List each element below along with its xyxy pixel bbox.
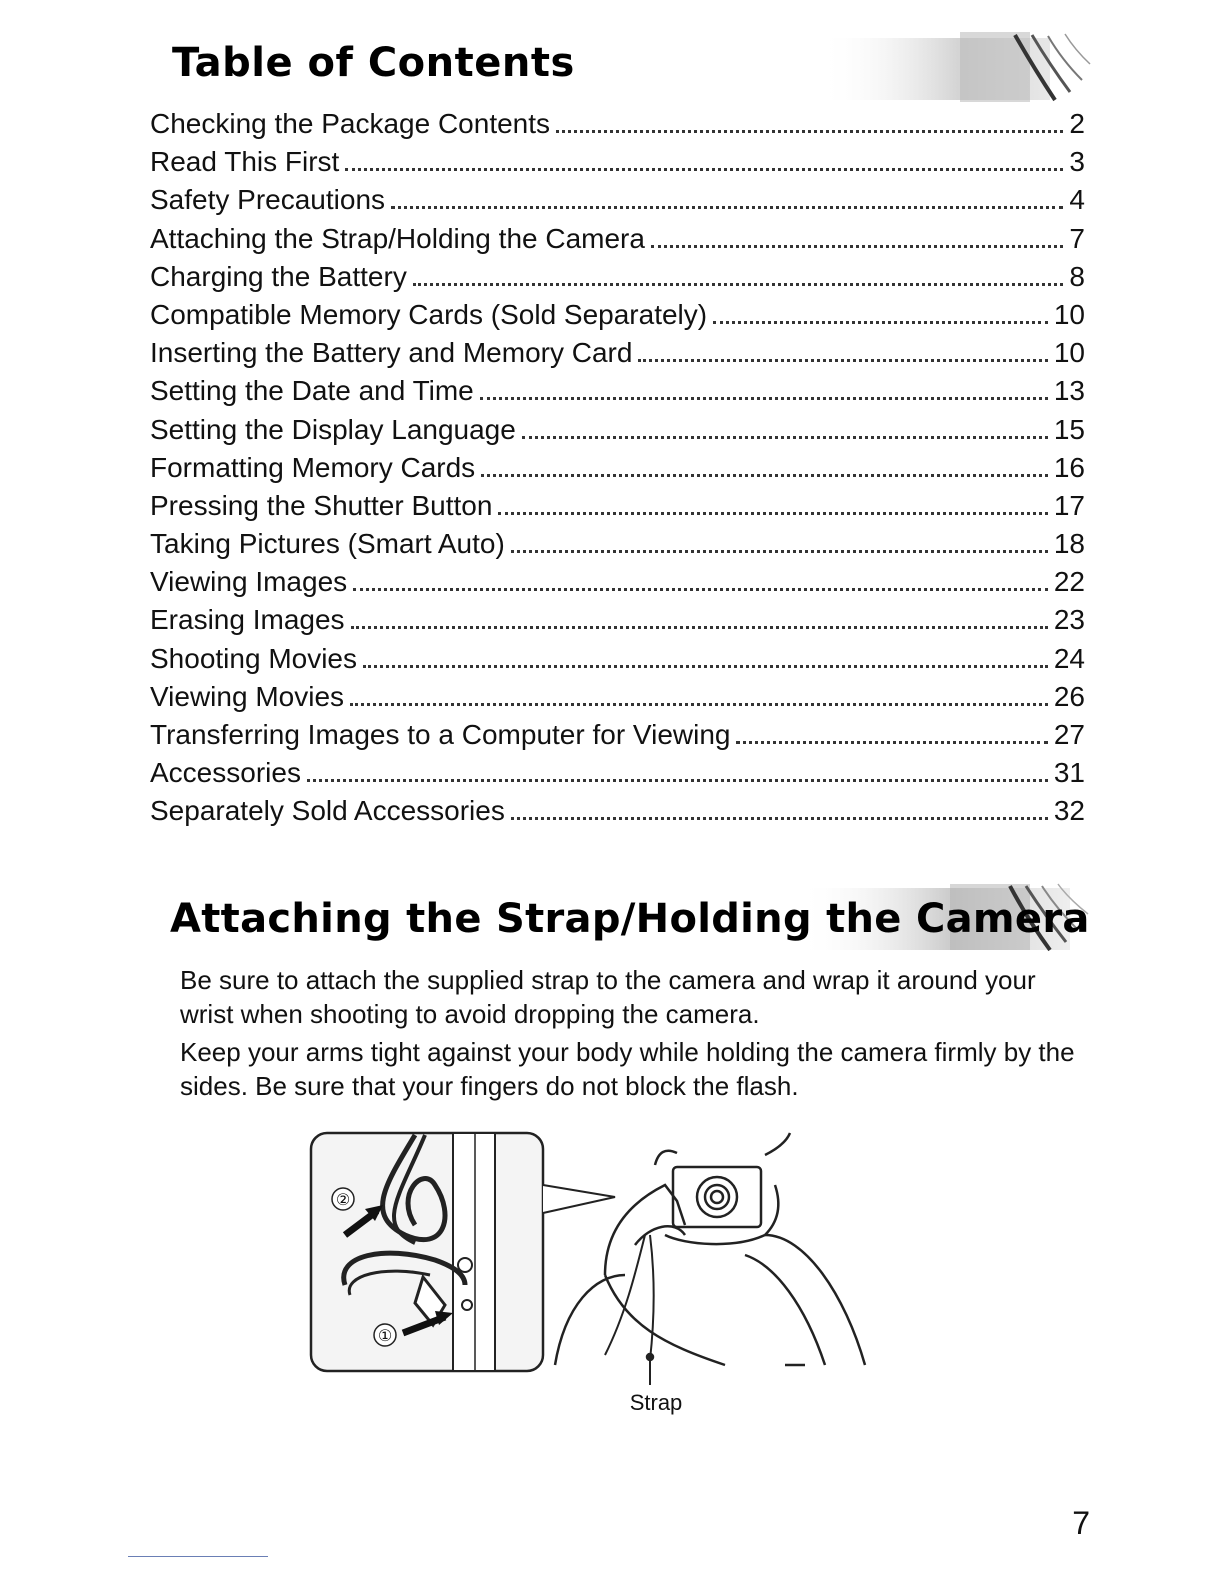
toc-entry-title: Viewing Images <box>150 566 348 598</box>
toc-entry-page: 22 <box>1053 566 1085 598</box>
toc-entry[interactable] <box>150 181 1085 219</box>
toc-entry-page: 18 <box>1053 528 1085 560</box>
toc-entry[interactable] <box>150 601 1085 639</box>
toc-leader-dots <box>391 206 1063 209</box>
toc-leader-dots <box>522 436 1048 439</box>
instruction-paragraph: Keep your arms tight against your body while holding the camera firmly by the sides. Be sure that your fingers do not block the flash. <box>180 1037 1075 1101</box>
toc-entry-page: 3 <box>1069 146 1085 178</box>
toc-leader-dots <box>363 665 1048 668</box>
toc-entry-page: 26 <box>1053 680 1085 712</box>
toc-entry[interactable] <box>150 678 1085 716</box>
toc-entry-title: Safety Precautions <box>150 184 386 216</box>
toc-entry-title: Setting the Date and Time <box>150 375 474 407</box>
strap-attach-inset <box>311 1133 543 1371</box>
toc-entry-page: 15 <box>1053 413 1085 445</box>
toc-entry-title: Charging the Battery <box>150 260 407 292</box>
toc-entry-page: 2 <box>1069 108 1085 139</box>
toc-leader-dots <box>713 321 1048 324</box>
toc-leader-dots <box>498 512 1047 515</box>
footer-rule <box>128 1556 268 1557</box>
toc-leader-dots <box>511 550 1048 553</box>
toc-leader-dots <box>413 283 1064 286</box>
toc-entry[interactable] <box>150 487 1085 525</box>
toc-entry[interactable] <box>150 143 1085 181</box>
toc-entry[interactable] <box>150 105 1085 143</box>
toc-entry[interactable] <box>150 563 1085 601</box>
strap-illustration <box>305 1125 885 1385</box>
toc-entry-title: Taking Pictures (Smart Auto) <box>150 528 505 560</box>
step-1-marker: ① <box>377 1326 393 1345</box>
toc-entry[interactable] <box>150 334 1085 372</box>
toc-entry[interactable] <box>150 449 1085 487</box>
toc-leader-dots <box>345 168 1063 171</box>
toc-entry-page: 10 <box>1053 298 1085 330</box>
step-2-marker: ② <box>335 1190 351 1209</box>
toc-entry-page: 13 <box>1053 375 1085 407</box>
toc-entry-page: 27 <box>1053 719 1085 750</box>
toc-entry-title: Viewing Movies <box>150 680 345 712</box>
toc-entry-title: Formatting Memory Cards <box>150 451 476 483</box>
toc-entry-page: 7 <box>1069 222 1085 254</box>
toc-entry-title: Setting the Display Language <box>150 413 516 445</box>
toc-entry-page: 16 <box>1053 451 1085 483</box>
heading-decoration <box>820 30 1100 110</box>
toc-entry-page: 4 <box>1069 184 1085 216</box>
toc-entry-page: 23 <box>1053 604 1085 636</box>
toc-entry[interactable] <box>150 792 1085 830</box>
toc-entry[interactable] <box>150 411 1085 449</box>
toc-entry[interactable] <box>150 220 1085 258</box>
toc-entry[interactable] <box>150 640 1085 678</box>
toc-leader-dots <box>638 359 1047 362</box>
toc-leader-dots <box>353 588 1048 591</box>
toc-entry[interactable] <box>150 525 1085 563</box>
toc-entry-title: Pressing the Shutter Button <box>150 489 493 521</box>
instruction-paragraph: Be sure to attach the supplied strap to the camera and wrap it around your wrist when shooting to avoid dropping the camera. <box>180 965 1036 1029</box>
toc-leader-dots <box>481 474 1048 477</box>
table-of-contents <box>150 105 1085 831</box>
section-heading: Attaching the Strap/Holding the Camera <box>170 896 1090 942</box>
toc-entry-page: 31 <box>1053 757 1085 789</box>
toc-entry-page: 8 <box>1069 260 1085 292</box>
toc-entry-title: Accessories <box>150 757 301 789</box>
toc-leader-dots <box>480 397 1048 400</box>
toc-entry-title: Shooting Movies <box>150 642 358 674</box>
toc-leader-dots <box>351 626 1048 629</box>
page-number: 7 <box>1072 1505 1090 1541</box>
toc-entry-title: Erasing Images <box>150 604 345 636</box>
toc-leader-dots <box>350 703 1048 706</box>
toc-entry[interactable] <box>150 716 1085 754</box>
toc-entry-title: Checking the Package Contents <box>150 108 551 139</box>
toc-entry-page: 10 <box>1053 337 1085 369</box>
toc-entry[interactable] <box>150 296 1085 334</box>
toc-entry[interactable] <box>150 754 1085 792</box>
toc-entry-title: Transferring Images to a Computer for Viewing <box>150 719 731 750</box>
toc-entry-page: 32 <box>1053 795 1085 827</box>
person-holding-camera <box>555 1133 865 1385</box>
toc-entry-title: Compatible Memory Cards (Sold Separately) <box>150 298 708 330</box>
toc-entry-title: Read This First <box>150 146 340 178</box>
toc-entry[interactable] <box>150 258 1085 296</box>
toc-entry-page: 17 <box>1053 489 1085 521</box>
toc-leader-dots <box>511 817 1048 820</box>
toc-entry-page: 24 <box>1053 642 1085 674</box>
toc-entry-title: Inserting the Battery and Memory Card <box>150 337 633 369</box>
toc-leader-dots <box>736 741 1047 744</box>
toc-leader-dots <box>556 130 1063 133</box>
page-title: Table of Contents <box>172 40 575 86</box>
toc-leader-dots <box>307 779 1048 782</box>
strap-caption: Strap <box>629 1390 683 1415</box>
toc-entry[interactable] <box>150 372 1085 410</box>
toc-entry-title: Separately Sold Accessories <box>150 795 505 827</box>
toc-leader-dots <box>651 245 1063 248</box>
toc-entry-title: Attaching the Strap/Holding the Camera <box>150 222 645 254</box>
